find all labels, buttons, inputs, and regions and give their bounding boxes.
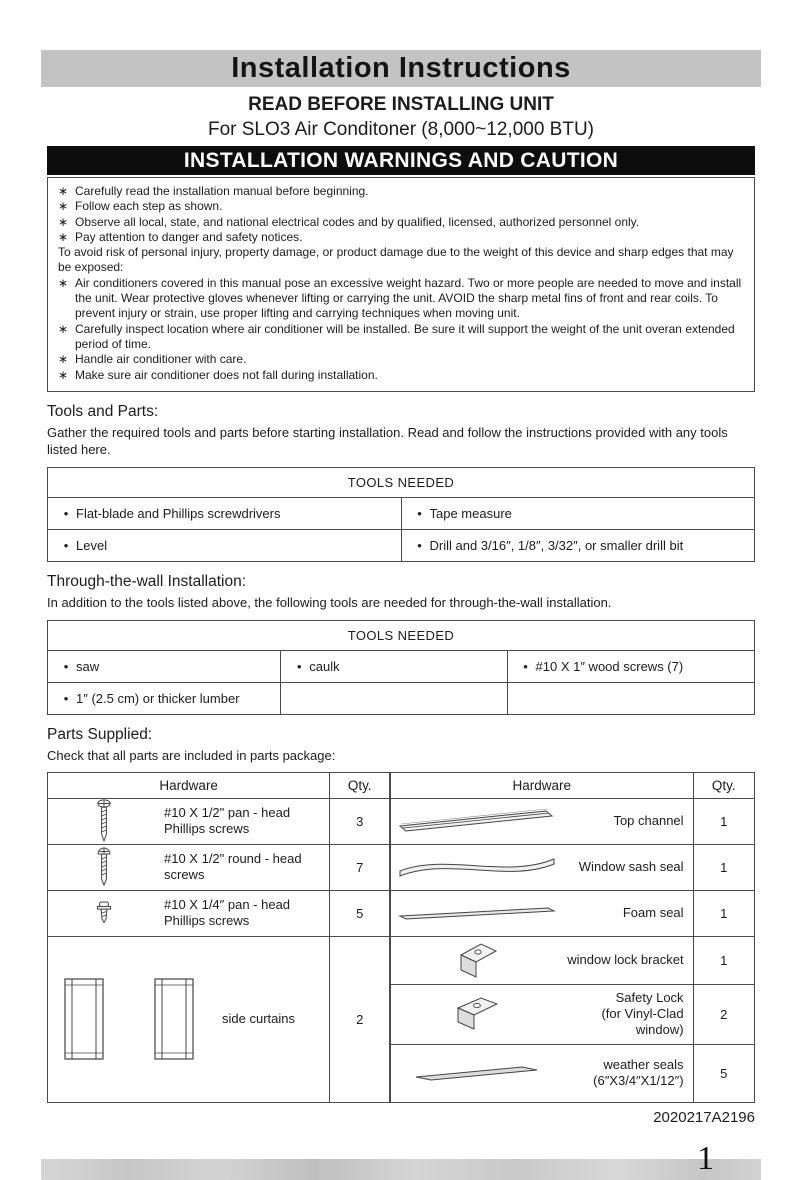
- safety-lock-icon: [391, 993, 563, 1035]
- table-cell: [281, 682, 507, 714]
- column-header-qty: Qty.: [693, 772, 754, 798]
- part-qty: 2: [693, 984, 754, 1044]
- asterisk-bullet: ∗: [58, 184, 69, 198]
- part-description: window lock bracket: [567, 952, 684, 968]
- dot-bullet: •: [417, 537, 422, 553]
- window-lock-bracket-icon: [391, 938, 563, 982]
- dot-bullet: •: [63, 505, 69, 521]
- hardware-cell: [391, 844, 694, 890]
- warning-item: [58, 322, 746, 353]
- asterisk-bullet: ∗: [58, 199, 69, 214]
- side-curtains-icon: [48, 971, 218, 1067]
- wall-tools-needed-table: [47, 620, 755, 715]
- hardware-cell: [391, 890, 694, 936]
- table-row: [391, 936, 755, 984]
- table-row: [391, 1044, 755, 1102]
- asterisk-bullet: ∗: [58, 214, 69, 229]
- part-description: Foam seal: [622, 905, 684, 921]
- weather-seals-icon: [391, 1063, 563, 1083]
- table-cell: [48, 650, 281, 682]
- part-description: [563, 1057, 693, 1089]
- hardware-cell: [391, 798, 694, 844]
- table-cell: [48, 497, 402, 529]
- hardware-cell: [391, 1044, 694, 1102]
- dot-bullet: •: [63, 658, 69, 674]
- hardware-cell: [48, 798, 330, 844]
- part-description: side curtains: [222, 1011, 295, 1027]
- part-description: Window sash seal: [578, 859, 684, 875]
- warning-item: [58, 184, 746, 199]
- read-before-heading: READ BEFORE INSTALLING UNIT: [248, 94, 554, 115]
- part-description: #10 X 1/2" round - head screws: [164, 851, 302, 883]
- through-the-wall-heading: Through-the-wall Installation:: [47, 572, 247, 590]
- warning-item: [58, 368, 746, 383]
- part-qty: 1: [693, 890, 754, 936]
- table-cell: [48, 682, 281, 714]
- part-qty: 1: [693, 844, 754, 890]
- part-qty: 5: [693, 1044, 754, 1102]
- pan-head-phillips-screw-icon: [48, 799, 160, 843]
- table-cell: [507, 650, 754, 682]
- warning-item: [58, 215, 746, 230]
- hardware-cell: [391, 984, 694, 1044]
- tool-item: 1″ (2.5 cm) or thicker lumber: [76, 690, 240, 706]
- asterisk-bullet: ∗: [58, 229, 69, 244]
- dot-bullet: •: [523, 658, 528, 674]
- dot-bullet: •: [417, 505, 422, 521]
- page-number: 1: [697, 1139, 714, 1177]
- parts-table-right: [390, 772, 755, 1103]
- dot-bullet: •: [63, 537, 69, 553]
- tool-item: Flat-blade and Phillips screwdrivers: [76, 505, 281, 521]
- table-title: TOOLS NEEDED: [48, 467, 755, 497]
- table-row: [391, 890, 755, 936]
- footer: [41, 1136, 761, 1180]
- part-description-line1: Safety Lock: [615, 990, 684, 1006]
- warning-text: Observe all local, state, and national electrical codes and by qualified, licensed, authorized personnel only.: [75, 214, 640, 229]
- manual-page: [41, 0, 761, 1180]
- tool-item: Tape measure: [429, 505, 512, 521]
- hardware-cell: [48, 844, 330, 890]
- warning-item: [58, 230, 746, 245]
- table-row: [48, 890, 390, 936]
- warning-item: [58, 199, 746, 214]
- part-qty: 7: [330, 844, 390, 890]
- title-bar: [41, 50, 761, 87]
- top-channel-icon: [391, 807, 563, 835]
- part-qty: 1: [693, 936, 754, 984]
- table-row: [391, 844, 755, 890]
- part-description: #10 X 1/4″ pan - head Phillips screws: [164, 897, 291, 929]
- part-description-line1: weather seals: [603, 1057, 684, 1073]
- column-header-qty: Qty.: [330, 772, 390, 798]
- parts-table-left: [47, 772, 390, 1103]
- warning-text: Handle air conditioner with care.: [75, 352, 247, 367]
- table-row: [48, 844, 390, 890]
- hardware-cell: [48, 890, 330, 936]
- part-description: Top channel: [613, 813, 684, 829]
- table-cell: [281, 650, 507, 682]
- model-subtitle: For SLO3 Air Conditoner (8,000~12,000 BTU): [207, 119, 594, 140]
- table-cell: [401, 497, 755, 529]
- part-qty: 3: [330, 798, 390, 844]
- through-the-wall-intro: In addition to the tools listed above, the following tools are needed for through-the-wall installation.: [47, 594, 612, 610]
- parts-supplied-table: [47, 772, 755, 1103]
- part-description: [563, 990, 693, 1038]
- column-header-hardware: Hardware: [391, 772, 694, 798]
- part-qty: 5: [330, 890, 390, 936]
- asterisk-bullet: ∗: [58, 352, 69, 367]
- warning-text: Carefully inspect location where air conditioner will be installed. Be sure it will support the weight of the unit overan extended period of time.: [75, 321, 735, 351]
- table-row: [391, 984, 755, 1044]
- asterisk-bullet: ∗: [58, 367, 69, 382]
- table-row: [48, 936, 390, 1102]
- dot-bullet: •: [297, 658, 302, 674]
- parts-supplied-heading: Parts Supplied:: [47, 725, 153, 743]
- tools-and-parts-intro: Gather the required tools and parts before starting installation. Read and follow the instructions provided with any tools listed here.: [47, 424, 728, 457]
- dot-bullet: •: [63, 690, 69, 706]
- warning-text: Pay attention to danger and safety notices.: [75, 229, 303, 244]
- tool-item: caulk: [309, 658, 340, 674]
- table-cell: [48, 529, 402, 561]
- hardware-cell: [48, 936, 330, 1102]
- tool-item: #10 X 1″ wood screws (7): [535, 658, 684, 674]
- asterisk-bullet: ∗: [58, 275, 69, 290]
- column-header-hardware: Hardware: [48, 772, 330, 798]
- warning-intro-text: To avoid risk of personal injury, property damage, or product damage due to the weight of this device and sharp edges that may be exposed:: [58, 245, 734, 275]
- tool-item: saw: [76, 658, 100, 674]
- warning-text: Make sure air conditioner does not fall during installation.: [75, 367, 378, 382]
- warning-text: Follow each step as shown.: [75, 199, 223, 214]
- warning-item: [58, 276, 746, 322]
- part-qty: 1: [693, 798, 754, 844]
- document-number: 2020217A2196: [653, 1108, 755, 1126]
- warning-box: [47, 177, 755, 392]
- page-title: Installation Instructions: [231, 52, 571, 84]
- bottom-scan-strip: [41, 1159, 761, 1180]
- hardware-cell: [391, 936, 694, 984]
- round-head-screw-icon: [48, 847, 160, 887]
- table-row: [391, 798, 755, 844]
- tool-item: Drill and 3/16″, 1/8″, 3/32″, or smaller drill bit: [429, 537, 684, 553]
- table-row: [48, 798, 390, 844]
- warning-text: Carefully read the installation manual before beginning.: [75, 184, 369, 198]
- asterisk-bullet: ∗: [58, 321, 69, 336]
- part-qty: 2: [330, 936, 390, 1102]
- tools-and-parts-heading: Tools and Parts:: [47, 402, 159, 420]
- part-description-line2: (for Vinyl-Clad window): [601, 1006, 684, 1038]
- warning-banner: INSTALLATION WARNINGS AND CAUTION: [47, 146, 755, 175]
- foam-seal-icon: [391, 905, 563, 921]
- table-cell: [401, 529, 755, 561]
- parts-supplied-intro: Check that all parts are included in parts package:: [47, 747, 336, 763]
- tools-needed-table: [47, 467, 755, 562]
- part-description: #10 X 1/2" pan - head Phillips screws: [164, 805, 291, 837]
- window-sash-seal-icon: [391, 851, 563, 883]
- warning-text: Air conditioners covered in this manual pose an excessive weight hazard. Two or more people are needed to move and install the unit. Wear protective gloves whenever lifting or carrying the unit. AVOID the sharp metal fins of front and rear coils. To prevent injury or strain, use proper lifting and carrying techniques when moving unit.: [75, 275, 742, 321]
- table-cell: [507, 682, 754, 714]
- table-title: TOOLS NEEDED: [48, 620, 755, 650]
- tool-item: Level: [76, 537, 108, 553]
- short-pan-head-screw-icon: [48, 901, 160, 925]
- warning-item: [58, 352, 746, 367]
- part-description-line2: (6″X3/4″X1/12″): [593, 1073, 684, 1089]
